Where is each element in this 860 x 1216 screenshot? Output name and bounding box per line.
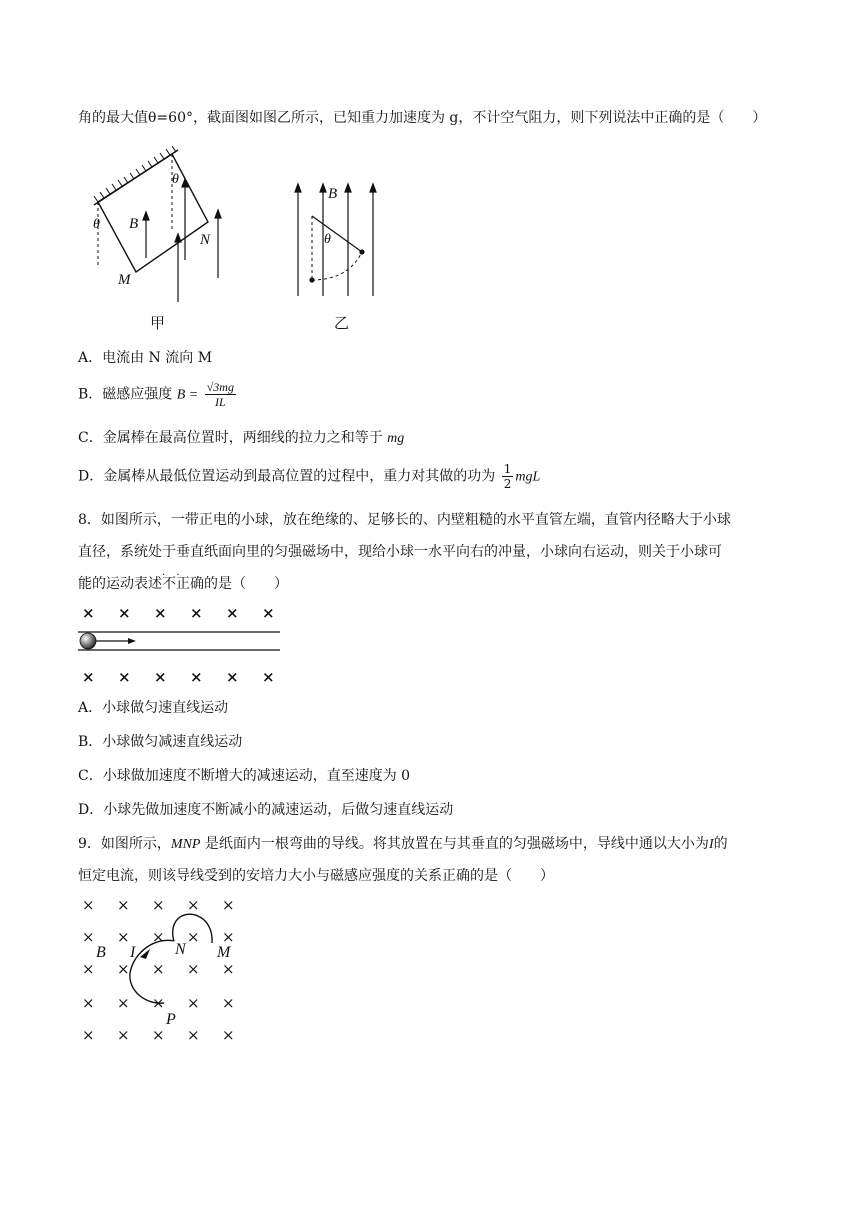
q7-option-c: C．金属棒在最高位置时，两细线的拉力之和等于 mg — [78, 430, 405, 446]
q7-option-a: A．电流由 N 流向 M — [78, 350, 213, 366]
q8-tube-figure — [76, 628, 282, 658]
q9-label-p: P — [166, 1011, 176, 1028]
q8-option-a: A．小球做匀速直线运动 — [78, 700, 229, 716]
q9-label-m: M — [217, 944, 231, 961]
figure-jia-caption: 甲 — [150, 314, 166, 332]
jia-theta-left: θ — [93, 217, 100, 232]
yi-theta: θ — [324, 232, 331, 247]
q9-label-b: B — [96, 944, 106, 961]
jia-label-m: M — [118, 272, 131, 288]
q9-line2: 恒定电流，则该导线受到的安培力大小与磁感应强度的关系正确的是（ ） — [78, 868, 554, 884]
q7-intro: 角的最大值θ=60°，截面图如图乙所示，已知重力加速度为 g，不计空气阻力，则下列说法中正确的是（ ） — [78, 110, 767, 126]
yi-label-b: B — [328, 186, 338, 202]
q8-option-c: C．小球做加速度不断增大的减速运动，直至速度为 0 — [78, 768, 411, 784]
q8-line2: 直径，系统处于垂直纸面向里的匀强磁场中，现给小球一水平向右的冲量，小球向右运动，则关于小球可 — [78, 544, 722, 560]
q8-line1: 8．如图所示，一带正电的小球，放在绝缘的、足够长的、内壁粗糙的水平直管左端，直管内径略大于小球 — [78, 512, 731, 528]
figure-yi-caption: 乙 — [334, 314, 350, 332]
q7-option-d: D．金属棒从最低位置运动到最高位置的过程中，重力对其做的功为 $\frac{1}{2}$ mgL — [78, 462, 541, 491]
q9-label-n: N — [175, 941, 186, 958]
jia-theta-right: θ — [172, 172, 179, 187]
q8-option-d: D．小球先做加速度不断减小的减速运动，后做匀速直线运动 — [78, 802, 454, 818]
figure-jia — [78, 140, 238, 310]
q8-line3: 能的运动表述不正确 · ·的是（ ） — [78, 574, 288, 594]
q9-field-grid: × × × × × × × × × × × × × × × × × × × × × × × × × — [82, 896, 235, 1044]
figure-yi — [290, 180, 390, 300]
q9-line1: 9．如图所示，MNP 是纸面内一根弯曲的导线。将其放置在与其垂直的匀强磁场中，导线中通以大小为I的 — [78, 836, 728, 852]
q8-option-b: B．小球做匀减速直线运动 — [78, 734, 243, 750]
q9-wire-figure — [120, 905, 230, 1015]
q7-option-b: B．磁感应强度 B = $\frac{√3mg}{IL}$ — [78, 380, 234, 409]
jia-label-b: B — [129, 216, 139, 232]
emphasis-not-correct: 不正确 · · — [162, 576, 204, 592]
jia-label-n: N — [200, 232, 211, 248]
q9-label-i: I — [130, 944, 136, 961]
